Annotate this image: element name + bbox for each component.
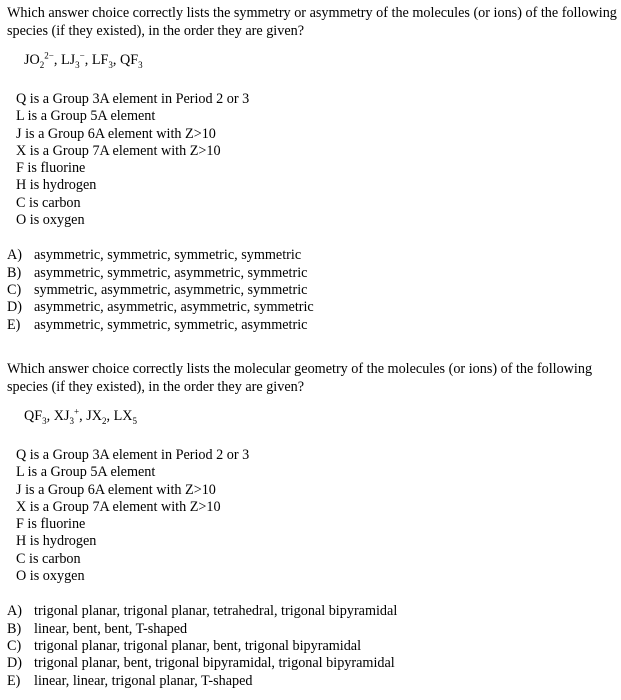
choice-letter: C): [7, 637, 22, 654]
answer-choice[interactable]: [7, 317, 617, 334]
answer-choice[interactable]: [7, 621, 617, 638]
species: $QF_3$: [119, 52, 143, 70]
species-formula: $JO_2^{2-}$, $LJ_3^-$, $LF_3$, $QF_3$: [24, 50, 143, 70]
definition: J is a Group 6A element with Z>10: [16, 481, 216, 498]
answer-choices: [7, 247, 617, 333]
definition: Q is a Group 3A element in Period 2 or 3: [16, 91, 250, 107]
definition: C is carbon: [16, 550, 81, 567]
definition: H is hydrogen: [16, 177, 97, 194]
choice-text: symmetric, asymmetric, asymmetric, symmetric: [34, 281, 308, 298]
element-definitions: [16, 91, 617, 229]
choice-letter: E): [7, 316, 21, 333]
choice-letter: B): [7, 264, 22, 281]
choice-text: trigonal planar, trigonal planar, bent, trigonal bipyramidal: [34, 637, 362, 654]
definition: X is a Group 7A element with Z>10: [16, 498, 221, 515]
definition: J is a Group 6A element with Z>10: [16, 125, 216, 142]
definition: Q is a Group 3A element in Period 2 or 3: [16, 447, 250, 463]
choice-letter: B): [7, 620, 22, 637]
definition: X is a Group 7A element with Z>10: [16, 142, 221, 159]
species: $JO_2^{2-}$: [24, 50, 54, 70]
answer-choice[interactable]: [7, 603, 617, 620]
species: $LF_3$: [91, 52, 113, 70]
definition: O is oxygen: [16, 568, 85, 585]
choice-letter: D): [7, 655, 22, 672]
choice-text: linear, linear, trigonal planar, T-shaped: [34, 672, 253, 689]
choice-text: linear, bent, bent, T-shaped: [34, 620, 188, 637]
question-stem: Which answer choice correctly lists the molecular geometry of the molecules (or ions) of the following species (if they existed), in the order they are given?: [7, 361, 593, 395]
answer-choice[interactable]: [7, 673, 617, 690]
definition: L is a Group 5A element: [16, 464, 156, 481]
species-formula: $QF_3$, $XJ_3^+$, $JX_2$, $LX_5$: [24, 406, 137, 426]
definition: O is oxygen: [16, 212, 85, 229]
choice-letter: D): [7, 299, 22, 316]
choice-text: asymmetric, symmetric, symmetric, symmetric: [34, 247, 302, 264]
choice-text: asymmetric, asymmetric, asymmetric, symmetric: [34, 299, 314, 316]
choice-text: trigonal planar, bent, trigonal bipyramidal, trigonal bipyramidal: [34, 655, 395, 672]
definition: F is fluorine: [16, 516, 86, 533]
choice-letter: A): [7, 603, 22, 620]
answer-choice[interactable]: [7, 247, 617, 264]
choice-letter: C): [7, 281, 22, 298]
answer-choice[interactable]: [7, 638, 617, 655]
choice-letter: A): [7, 247, 22, 264]
answer-choice[interactable]: [7, 299, 617, 316]
species: $LX_5$: [113, 408, 137, 426]
question-stem: Which answer choice correctly lists the symmetry or asymmetry of the molecules (or ions) of the following species (if they existed), in the order they are given?: [7, 5, 617, 39]
species: $XJ_3^+$: [53, 406, 80, 426]
choice-text: asymmetric, symmetric, asymmetric, symmetric: [34, 264, 308, 281]
species: $LJ_3^-$: [60, 50, 85, 70]
definition: H is hydrogen: [16, 533, 97, 550]
question-2: [7, 360, 617, 690]
choice-letter: E): [7, 672, 21, 689]
species: $QF_3$: [24, 408, 47, 426]
answer-choices: [7, 603, 617, 689]
definition: F is fluorine: [16, 160, 86, 177]
question-1: [7, 4, 617, 334]
choice-text: trigonal planar, trigonal planar, tetrahedral, trigonal bipyramidal: [34, 603, 398, 620]
answer-choice[interactable]: [7, 655, 617, 672]
definition: C is carbon: [16, 194, 81, 211]
element-definitions: [16, 447, 617, 585]
species: $JX_2$: [86, 408, 107, 426]
answer-choice[interactable]: [7, 265, 617, 282]
choice-text: asymmetric, symmetric, symmetric, asymmetric: [34, 316, 308, 333]
definition: L is a Group 5A element: [16, 108, 156, 125]
answer-choice[interactable]: [7, 282, 617, 299]
